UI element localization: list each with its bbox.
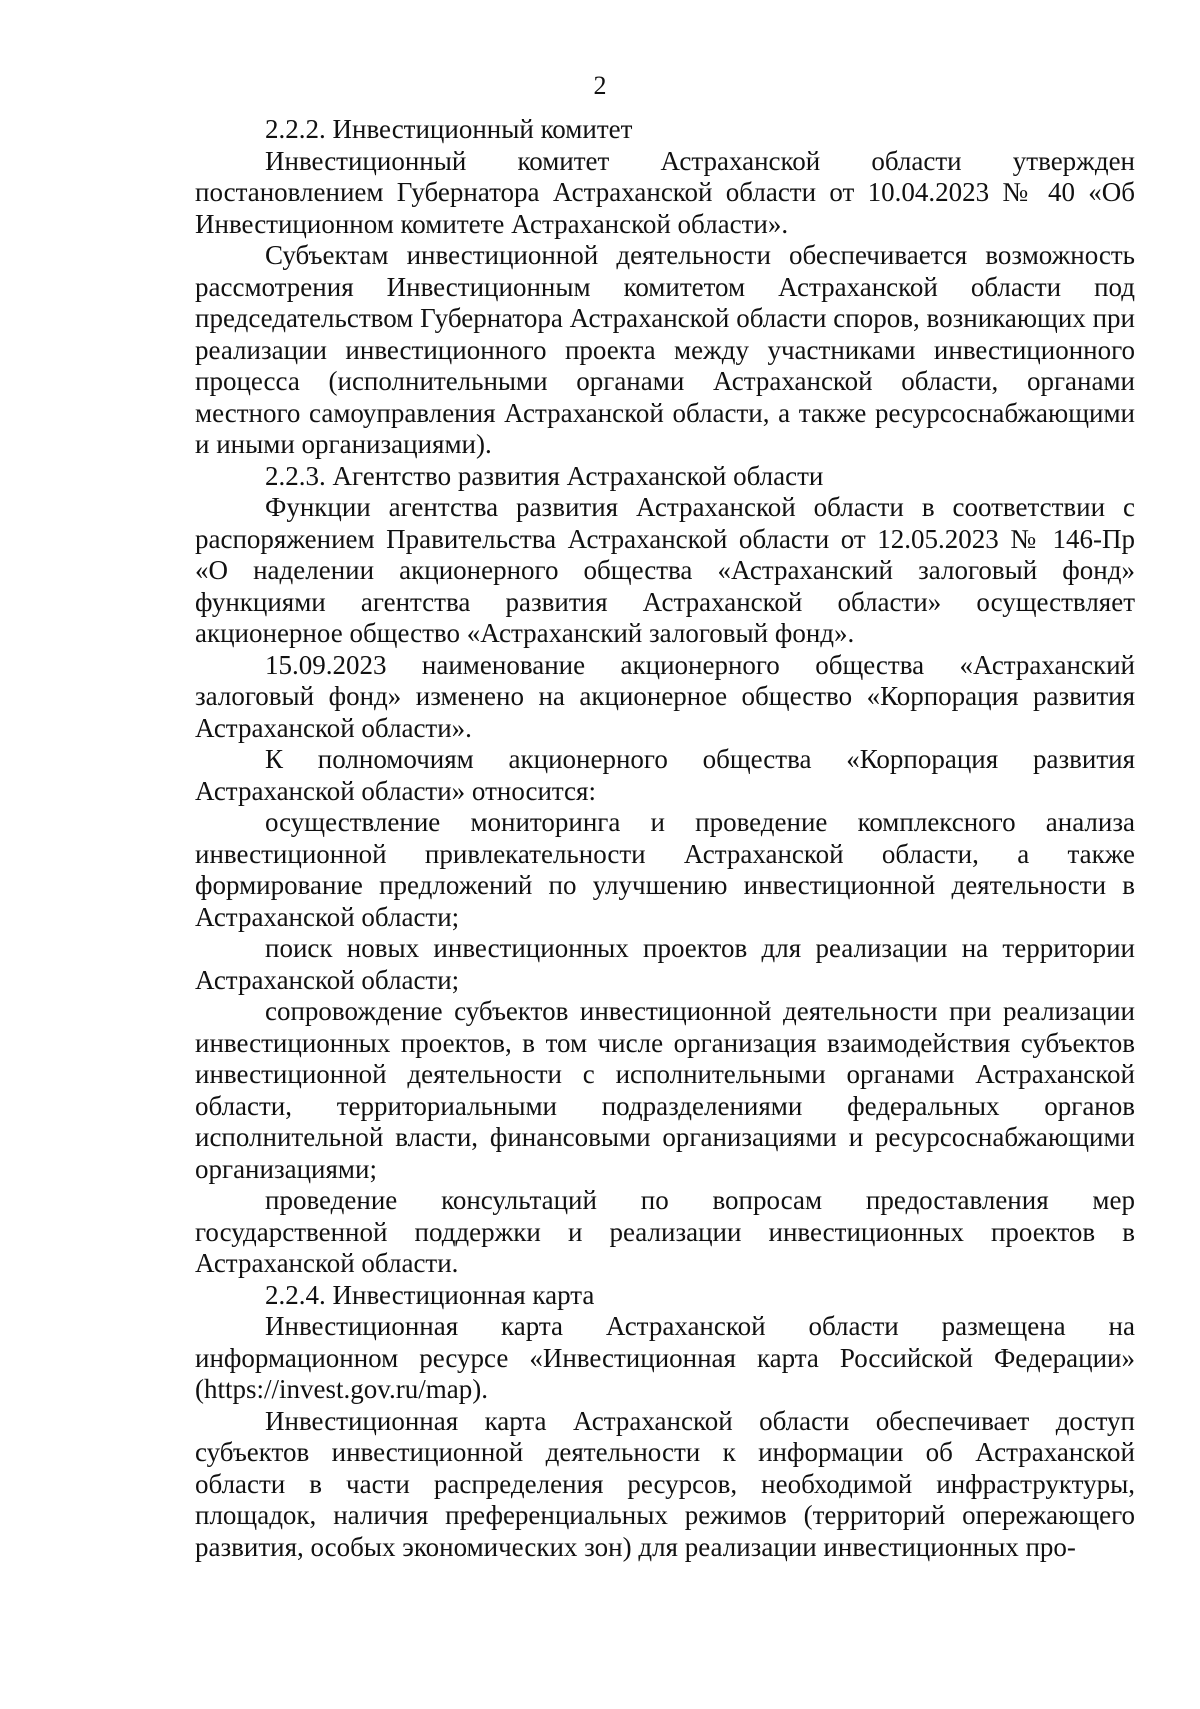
list-item: осуществление мониторинга и проведение комплексного анализа инвестиционной привлекательности Астраханской области, а также формирование предложений по улучшению инвестиционной деятельности в Астраханской области; [195, 807, 1135, 932]
list-item: проведение консультаций по вопросам предоставления мер государственной поддержки и реализации инвестиционных проектов в Астраханской области. [195, 1185, 1135, 1278]
paragraph: К полномочиям акционерного общества «Корпорация развития Астраханской области» относится: [195, 744, 1135, 806]
document-body [195, 114, 1135, 1563]
paragraph: Инвестиционная карта Астраханской области размещена на информационном ресурсе «Инвестиционная карта Российской Федерации» (https://invest.gov.ru/map). [195, 1311, 1135, 1404]
list-item: сопровождение субъектов инвестиционной деятельности при реализации инвестиционных проектов, в том числе организация взаимодействия субъектов инвестиционной деятельности с исполнительными органами Астраханской области, территориальными подразделениями федеральных органов исполнительной власти, финансовыми организациями и ресурсоснабжающими организациями; [195, 996, 1135, 1184]
section-heading-2-2-2: 2.2.2. Инвестиционный комитет [265, 114, 633, 144]
paragraph: Инвестиционная карта Астраханской области обеспечивает доступ субъектов инвестиционной деятельности к информации об Астраханской области в части распределения ресурсов, необходимой инфраструктуры, площадок, наличия преференциальных режимов (территорий опережающего развития, особых экономических зон) для реализации инвестиционных про- [195, 1405, 1135, 1562]
paragraph: Субъектам инвестиционной деятельности обеспечивается возможность рассмотрения Инвестиционным комитетом Астраханской области под председательством Губернатора Астраханской области споров, возникающих при реализации инвестиционного проекта между участниками инвестиционного процесса (исполнительными органами Астраханской области, органами местного самоуправления Астраханской области, а также ресурсоснабжающими и иными организациями). [195, 240, 1135, 459]
page-number: 2 [593, 71, 607, 100]
paragraph: Функции агентства развития Астраханской области в соответствии с распоряжением Правительства Астраханской области от 12.05.2023 № 146-Пр «О наделении акционерного общества «Астраханский залоговый фонд» функциями агентства развития Астраханской области» осуществляет акционерное общество «Астраханский залоговый фонд». [195, 492, 1135, 648]
paragraph: 15.09.2023 наименование акционерного общества «Астраханский залоговый фонд» изменено на акционерное общество «Корпорация развития Астраханской области». [195, 649, 1135, 743]
paragraph: Инвестиционный комитет Астраханской области утвержден постановлением Губернатора Астраханской области от 10.04.2023 № 40 «Об Инвестиционном комитете Астраханской области». [195, 145, 1135, 239]
section-heading-2-2-3: 2.2.3. Агентство развития Астраханской области [265, 460, 824, 491]
list-item: поиск новых инвестиционных проектов для реализации на территории Астраханской области; [195, 933, 1135, 995]
section-heading-2-2-4: 2.2.4. Инвестиционная карта [265, 1279, 595, 1310]
